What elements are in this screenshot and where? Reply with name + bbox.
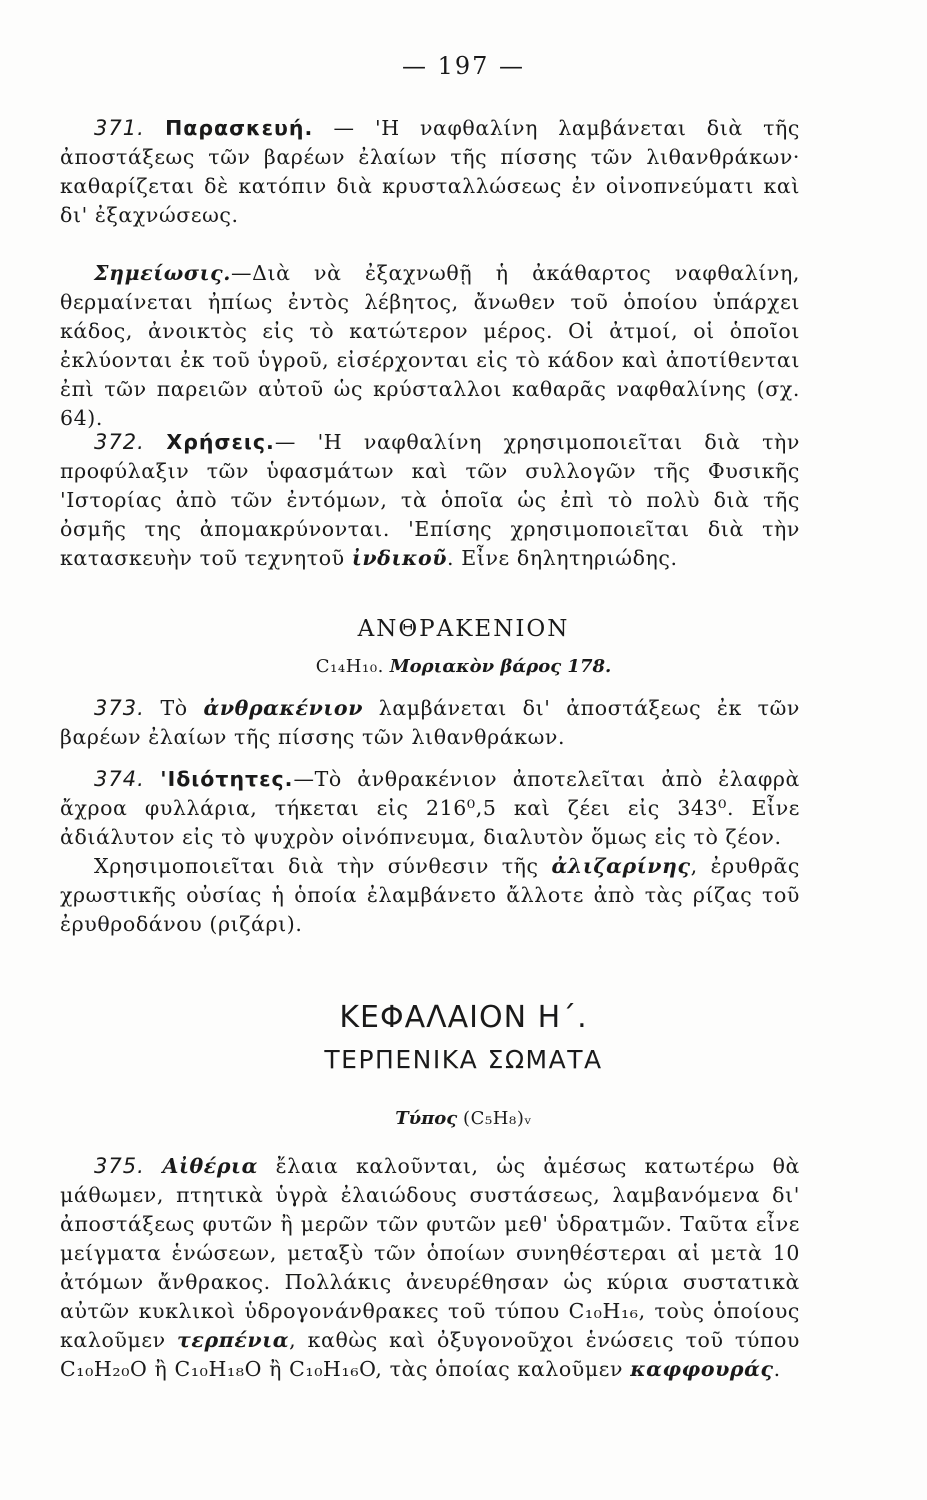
chemical-formula: C₁₄H₁₀.: [315, 656, 384, 677]
paragraph-heading: Χρήσεις.: [166, 430, 275, 454]
page-number: — 197 —: [401, 52, 526, 80]
paragraph-371: [60, 114, 800, 230]
paragraph-text: — 'Η ναφθαλίνη χρησιμοποιεῖται διὰ τὴν προφύλαξιν τῶν ὑφασμάτων καὶ τῶν συλλογῶν τῆς Φυσικῆς 'Ιστορίας ἀπὸ τῶν ἐντόμων, τὰ ὁποῖα ὡς ἐπὶ τὸ πολὺ διὰ τῆς ὀσμῆς της ἀπομακρύνονται. 'Επίσης χρησιμοποιεῖται διὰ τὴν κατασκευὴν τοῦ τεχνητοῦ: [60, 430, 800, 570]
section-title: ΑΝΘΡΑΚΕΝΙΟΝ: [357, 616, 570, 642]
paragraph-number: 375.: [94, 1154, 145, 1178]
emphasis-text: τερπένια: [177, 1328, 290, 1352]
paragraph-text: , καθὼς καὶ ὀξυγονοῦχοι ἑνώσεις τοῦ τύπου C₁₀H₂₀O ἢ C₁₀H₁₈O ἢ C₁₀H₁₆O, τὰς ὁποίας καλοῦμεν: [60, 1328, 800, 1381]
type-label: Τύπος: [395, 1108, 458, 1129]
paragraph-number: 372.: [94, 430, 145, 454]
paragraph-text-end: . Εἶνε δηλητηριώδης.: [447, 546, 678, 570]
paragraph-text: ἔλαια καλοῦνται, ὡς ἀμέσως κατωτέρω θὰ μάθωμεν, πτητικὰ ὑγρὰ ἐλαιώδους συστάσεως, λαμβανόμενα δι' ἀποστάξεως φυτῶν ἢ μερῶν τῶν φυτῶν μεθ' ὑδρατμῶν. Ταῦτα εἶνε μείγματα ἑνώσεων, μεταξὺ τῶν ὁποίων συνηθέστεραι αἱ μετὰ 10 ἀτόμων ἄνθρακος. Πολλάκις ἀνευρέθησαν ὡς κύρια συστατικὰ αὐτῶν κυκλικοὶ ὑδρογονάνθρακες τοῦ τύπου C₁₀H₁₆, τοὺς ὁποίους καλοῦμεν: [60, 1154, 800, 1352]
paragraph-374: [60, 765, 800, 939]
emphasis-text: ἰνδικοῦ: [351, 546, 448, 570]
emphasis-text: ἀνθρακένιον: [203, 696, 364, 720]
paragraph-text: — 'Η ναφθαλίνη λαμβάνεται διὰ τῆς ἀποστάξεως τῶν βαρέων ἐλαίων τῆς πίσσης τῶν λιθανθράκων· καθαρίζεται δὲ κατόπιν διὰ κρυσταλλώσεως ἐν οἰνοπνεύματι καὶ δι' ἐξαχνώσεως.: [60, 116, 800, 227]
paragraph-text-end: , ἐρυθρᾶς χρωστικῆς οὐσίας ἡ ὁποία ἐλαμβάνετο ἄλλοτε ἀπὸ τὰς ρίζας τοῦ ἐρυθροδάνου (ριζάρι).: [60, 854, 800, 936]
emphasis-text: καφφουράς: [630, 1357, 774, 1381]
paragraph-number: 373.: [94, 696, 145, 720]
molecular-line: [0, 656, 927, 677]
emphasis-text: ἀλιζαρίνης: [551, 854, 691, 878]
note-text: —Διὰ νὰ ἐξαχνωθῇ ἡ ἀκάθαρτος ναφθαλίνη, θερμαίνεται ἠπίως ἐντὸς λέβητος, ἄνωθεν τοῦ ὁποίου ὑπάρχει κάδος, ἀνοικτὸς εἰς τὸ κατώτερον μέρος. Οἱ ἀτμοί, οἱ ὁποῖοι ἐκλύονται ἐκ τοῦ ὑγροῦ, εἰσέρχονται εἰς τὸ κάδον καὶ ἀποτίθενται ἐπὶ τῶν παρειῶν αὐτοῦ ὡς κρύσταλλοι καθαρᾶς ναφθαλίνης (σχ. 64).: [60, 261, 800, 430]
paragraph-heading: Αἰθέρια: [162, 1154, 258, 1178]
note-heading: Σημείωσις.: [94, 261, 231, 285]
molecular-weight: Μοριακὸν βάρος 178.: [389, 656, 612, 677]
paragraph-372: [60, 428, 800, 573]
paragraph-number: 374.: [94, 767, 145, 791]
paragraph-heading: Παρασκευή.: [165, 116, 314, 140]
chapter-subtitle: ΤΕΡΠΕΝΙΚΑ ΣΩΜΑΤΑ: [324, 1045, 603, 1074]
paragraph-text: Τὸ: [144, 696, 204, 720]
paragraph-373: [60, 694, 800, 752]
note-paragraph: [60, 259, 800, 433]
paragraph-heading: 'Ιδιότητες.: [160, 767, 294, 791]
chapter-title: ΚΕΦΑΛΑΙΟΝ Η΄.: [339, 1000, 588, 1035]
paragraph-text-end: .: [773, 1357, 781, 1381]
paragraph-text-end: λαμβάνεται δι' ἀποστάξεως ἐκ τῶν βαρέων ἐλαίων τῆς πίσσης τῶν λιθανθράκων.: [60, 696, 800, 749]
type-line: [0, 1108, 927, 1129]
type-formula: (C₅H₈)ᵥ: [462, 1108, 532, 1129]
paragraph-text: Χρησιμοποιεῖται διὰ τὴν σύνθεσιν τῆς: [94, 854, 552, 878]
paragraph-number: 371.: [94, 116, 145, 140]
paragraph-text: —Τὸ ἀνθρακένιον ἀποτελεῖται ἀπὸ ἐλαφρὰ ἄχροα φυλλάρια, τήκεται εἰς 216⁰,5 καὶ ζέει εἰς 343⁰. Εἶνε ἀδιάλυτον εἰς τὸ ψυχρὸν οἰνόπνευμα, διαλυτὸν ὅμως εἰς τὸ ζέον.: [60, 767, 800, 849]
paragraph-375: [60, 1152, 800, 1384]
